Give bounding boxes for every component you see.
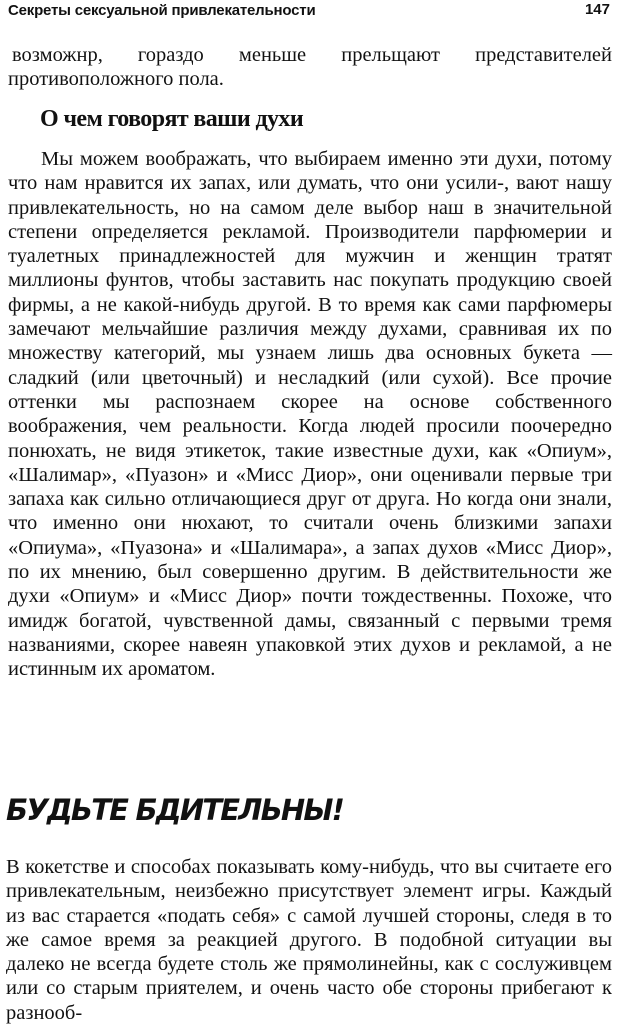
page-number: 147 — [584, 1, 610, 18]
running-title: Секреты сексуальной привлекательности — [8, 2, 316, 19]
subheading: О чем говорят ваши духи — [40, 106, 304, 132]
flirting-paragraph: В кокетстве и способах показывать кому-нибудь, что вы считаете его привлекательным, неизбежно присутствует элемент игры. Каждый из вас старается «подать себя» с самой лучшей стороны, следя в то же самое время за реакцией другого. В подобной ситуации вы далеко не всегда будете столь же прямолинейны, как с сослуживцем или со старым приятелем, и очень часто обе стороны прибегают к разнооб- — [6, 856, 612, 1024]
running-header — [8, 0, 610, 26]
section-heading: БУДЬТЕ БДИТЕЛЬНЫ! — [6, 793, 344, 827]
perfume-paragraph: Мы можем воображать, что выбираем именно эти духи, потому что нам нравится их запах, или думать, что они усили-, вают нашу привлекательность, но на самом деле выбор наш в значительной степени определяется рекламой. Производители парфюмерии и туалетных принадлежностей для мужчин и женщин тратят миллионы фунтов, чтобы заставить нас покупать продукцию своей фирмы, а не какой-нибудь другой. В то время как сами парфюмеры замечают мельчайшие различия между духами, сравнивая их по множеству категорий, мы узнаем лишь два основных букета — сладкий (или цветочный) и несладкий (или сухой). Все прочие оттенки мы распознаем скорее на основе собственного воображения, чем реальности. Когда людей просили поочередно понюхать, не видя этикеток, такие известные духи, как «Опиум», «Шалимар», «Пуазон» и «Мисс Диор», они оценивали первые три запаха как сильно отличающиеся друг от друга. Но когда они знали, что именно они нюхают, то считали очень близкими запахи «Опиума», «Пуазона» и «Шалимара», а запах духов «Мисс Диор», по их мнению, был совершенно другим. В действительности же духи «Опиум» и «Мисс Диор» почти тождественны. Похоже, что имидж богатой, чувственной дамы, связанный с первыми тремя названиями, скорее навеян упаковкой этих духов и рекламой, а не истинным их ароматом. — [8, 148, 612, 681]
continuation-paragraph: возможнр, гораздо меньше прельщают представителей противоположного пола. — [8, 44, 612, 91]
